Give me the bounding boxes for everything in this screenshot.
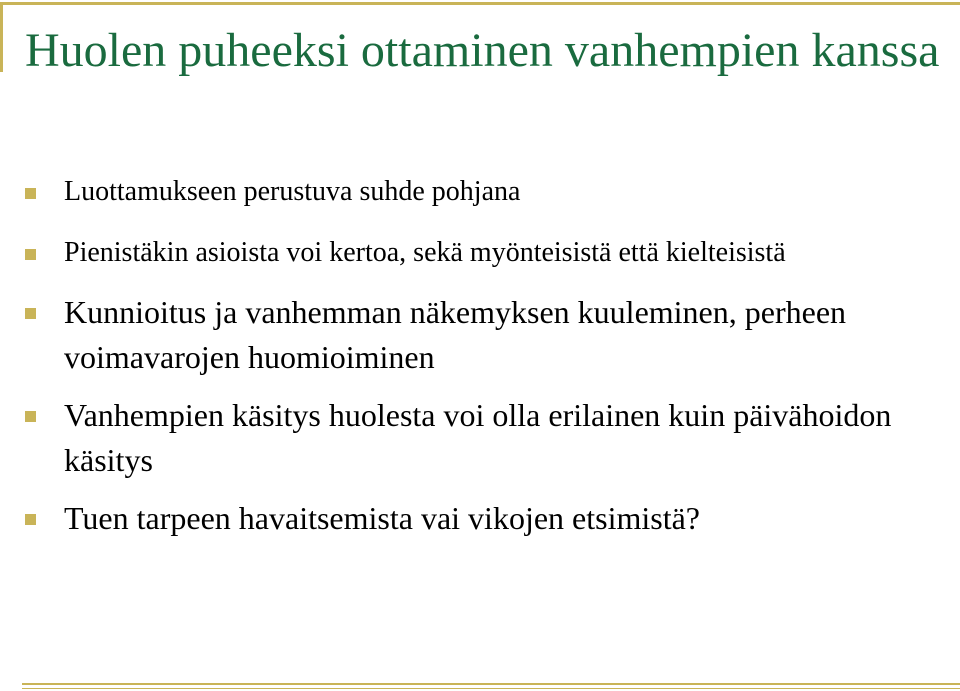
bullet-item [0, 229, 960, 277]
bullet-text: Kunnioitus ja vanhemman näkemyksen kuuleminen, perheen voimavarojen huomioiminen [64, 294, 847, 375]
square-bullet-icon [25, 308, 36, 319]
bullet-text: Vanhempien käsitys huolesta voi olla erilainen kuin päivähoidon käsitys [64, 397, 892, 478]
square-bullet-icon [25, 514, 36, 525]
top-accent-rule [0, 2, 960, 5]
bullet-list [0, 168, 960, 554]
bullet-text: Tuen tarpeen havaitsemista vai vikojen etsimistä? [64, 500, 700, 536]
square-bullet-icon [25, 411, 36, 422]
slide-title: Huolen puheeksi ottaminen vanhempien kanssa [25, 24, 940, 77]
bullet-item [0, 393, 960, 483]
bottom-accent-rule-thin [22, 688, 960, 689]
bottom-accent-rule [22, 683, 960, 685]
square-bullet-icon [25, 249, 36, 260]
square-bullet-icon [25, 188, 36, 199]
bullet-text: Pienistäkin asioista voi kertoa, sekä myönteisistä että kielteisistä [64, 237, 786, 268]
bullet-item [0, 290, 960, 380]
bullet-item [0, 496, 960, 541]
bullet-text: Luottamukseen perustuva suhde pohjana [64, 176, 521, 207]
bullet-item [0, 168, 960, 216]
left-accent-rule [0, 2, 3, 72]
